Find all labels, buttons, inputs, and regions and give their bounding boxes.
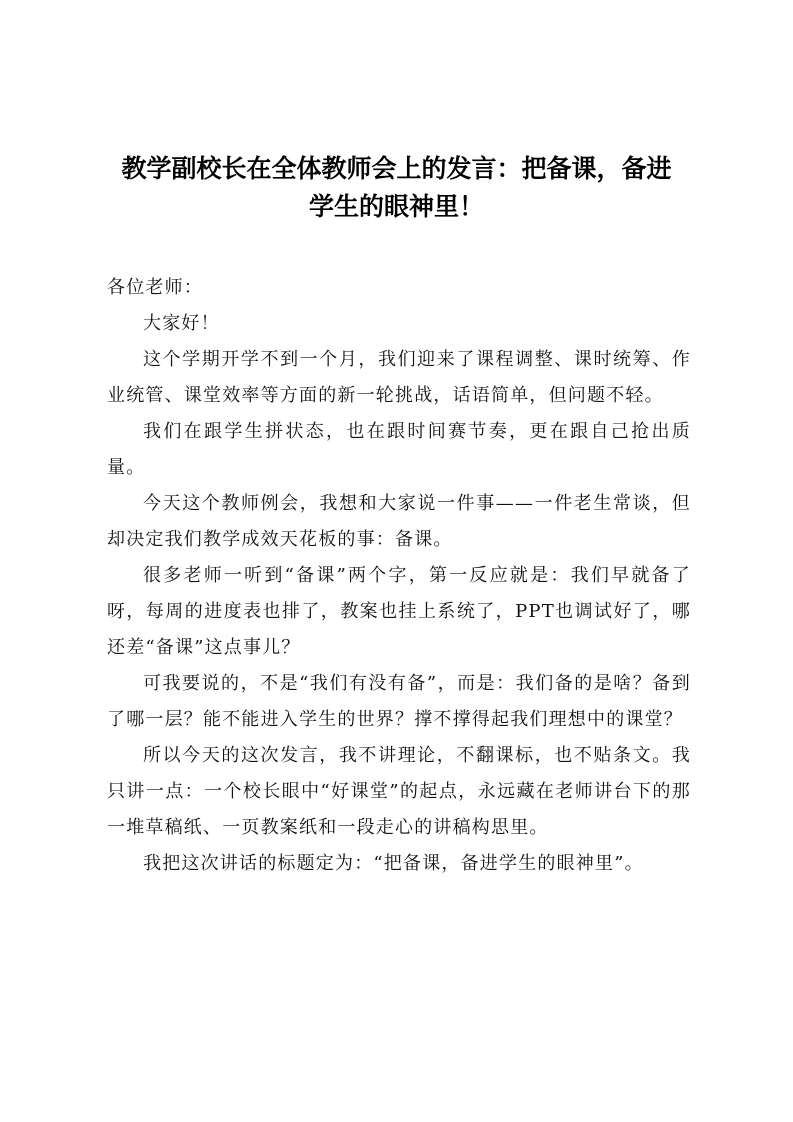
title-line-1: 教学副校长在全体教师会上的发言：把备课，备进 xyxy=(121,154,672,183)
salutation: 各位老师： xyxy=(107,277,203,298)
paragraph: 很多老师一听到“备课”两个字，第一反应就是：我们早就备了呀，每周的进度表也排了，教案也挂上系统了，PPT也调试好了，哪还差“备课”这点事儿？ xyxy=(107,565,691,658)
paragraph: 我们在跟学生拼状态，也在跟时间赛节奏，更在跟自己抢出质量。 xyxy=(107,421,691,478)
paragraph: 今天这个教师例会，我想和大家说一件事——一件老生常谈，但却决定我们教学成效天花板的事：备课。 xyxy=(107,493,691,550)
paragraph: 我把这次讲话的标题定为：“把备课，备进学生的眼神里”。 xyxy=(143,853,644,874)
document-title xyxy=(100,150,693,226)
paragraph: 所以今天的这次发言，我不讲理论，不翻课标，也不贴条文。我只讲一点：一个校长眼中“好课堂”的起点，永远藏在老师讲台下的那一堆草稿纸、一页教案纸和一段走心的讲稿构思里。 xyxy=(107,745,691,838)
document-body xyxy=(107,270,691,882)
paragraph: 可我要说的，不是“我们有没有备”，而是：我们备的是啥？备到了哪一层？能不能进入学生的世界？撑不撑得起我们理想中的课堂？ xyxy=(107,673,691,730)
paragraph: 这个学期开学不到一个月，我们迎来了课程调整、课时统筹、作业统管、课堂效率等方面的新一轮挑战，话语简单，但问题不轻。 xyxy=(107,349,691,406)
paragraph-greeting: 大家好！ xyxy=(143,313,220,334)
title-line-2: 学生的眼神里！ xyxy=(308,192,484,221)
